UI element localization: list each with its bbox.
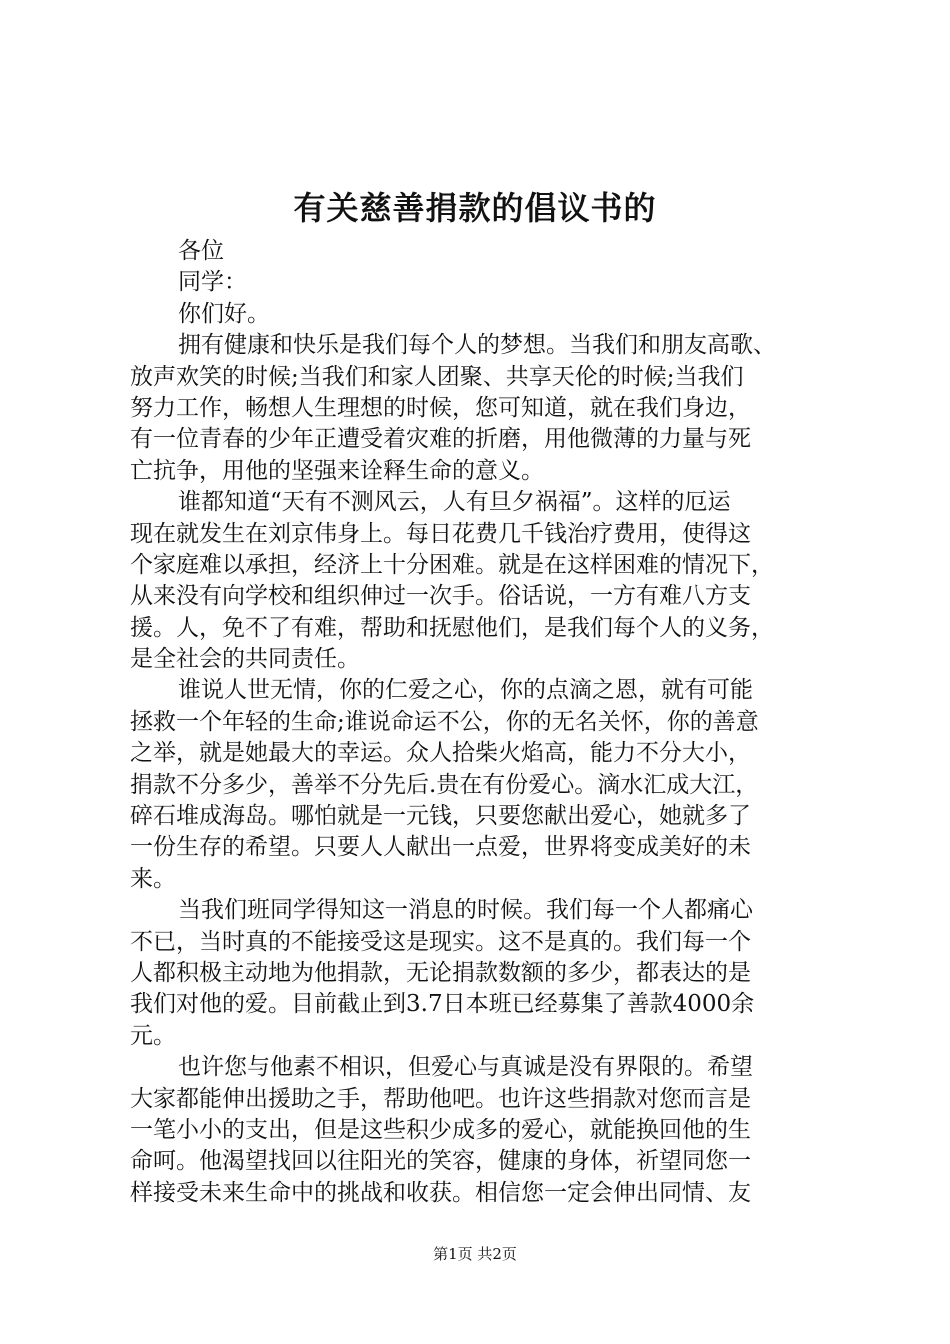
body-line: 有一位青春的少年正遭受着灾难的折磨，用他微薄的力量与死: [130, 426, 751, 453]
body-line: 大家都能伸出援助之手，帮助他吧。也许这些捐款对您而言是: [130, 1085, 751, 1112]
page-footer: 第1页 共2页: [433, 1245, 517, 1263]
body-line: 同学：: [178, 269, 247, 296]
body-line: 拥有健康和快乐是我们每个人的梦想。当我们和朋友高歌、: [178, 332, 776, 359]
body-line: 也许您与他素不相识，但爱心与真诚是没有界限的。希望: [178, 1054, 753, 1081]
body-line: 拯救一个年轻的生命;谁说命运不公，你的无名关怀，你的善意: [130, 708, 759, 735]
body-line: 你们好。: [178, 300, 270, 327]
body-line: 谁都知道“天有不测风云，人有旦夕祸福”。这样的厄运: [178, 489, 731, 516]
body-line: 一笔小小的支出，但是这些积少成多的爱心，就能换回他的生: [130, 1116, 751, 1143]
body-line: 不已，当时真的不能接受这是现实。这不是真的。我们每一个: [130, 928, 751, 955]
body-line: 援。人，免不了有难，帮助和抚慰他们，是我们每个人的义务，: [130, 614, 774, 641]
body-line: 一份生存的希望。只要人人献出一点爱，世界将变成美好的未: [130, 834, 751, 861]
body-line: 我们对他的爱。目前截止到3.7日本班已经募集了善款4000余: [130, 991, 755, 1018]
body-line: 来。: [130, 865, 176, 892]
body-line: 命呵。他渴望找回以往阳光的笑容，健康的身体，祈望同您一: [130, 1148, 751, 1175]
body-line: 是全社会的共同责任。: [130, 646, 360, 673]
body-line: 各位: [178, 238, 224, 264]
body-line: 样接受未来生命中的挑战和收获。相信您一定会伸出同情、友: [130, 1179, 751, 1206]
body-line: 碎石堆成海岛。哪怕就是一元钱，只要您献出爱心，她就多了: [130, 803, 751, 830]
document-title: 有关慈善捐款的倡议书的: [293, 189, 657, 227]
body-line: 元。: [130, 1022, 176, 1049]
document-body: [130, 236, 830, 1209]
body-line: 个家庭难以承担，经济上十分困难。就是在这样困难的情况下，: [130, 551, 774, 578]
body-line: 努力工作，畅想人生理想的时候，您可知道，就在我们身边，: [130, 394, 751, 421]
body-line: 捐款不分多少，善举不分先后.贵在有份爱心。滴水汇成大江，: [130, 771, 759, 798]
body-line: 放声欢笑的时候;当我们和家人团聚、共享天伦的时候;当我们: [130, 363, 744, 390]
body-line: 人都积极主动地为他捐款，无论捐款数额的多少，都表达的是: [130, 959, 751, 986]
body-line: 亡抗争，用他的坚强来诠释生命的意义。: [130, 457, 544, 484]
body-line: 之举，就是她最大的幸运。众人拾柴火焰高，能力不分大小，: [130, 740, 751, 767]
body-line: 当我们班同学得知这一消息的时候。我们每一个人都痛心: [178, 897, 753, 924]
body-line: 谁说人世无情，你的仁爱之心，你的点滴之恩，就有可能: [178, 677, 753, 704]
body-line: 从来没有向学校和组织伸过一次手。俗话说，一方有难八方支: [130, 583, 751, 610]
body-line: 现在就发生在刘京伟身上。每日花费几千钱治疗费用，使得这: [130, 520, 751, 547]
